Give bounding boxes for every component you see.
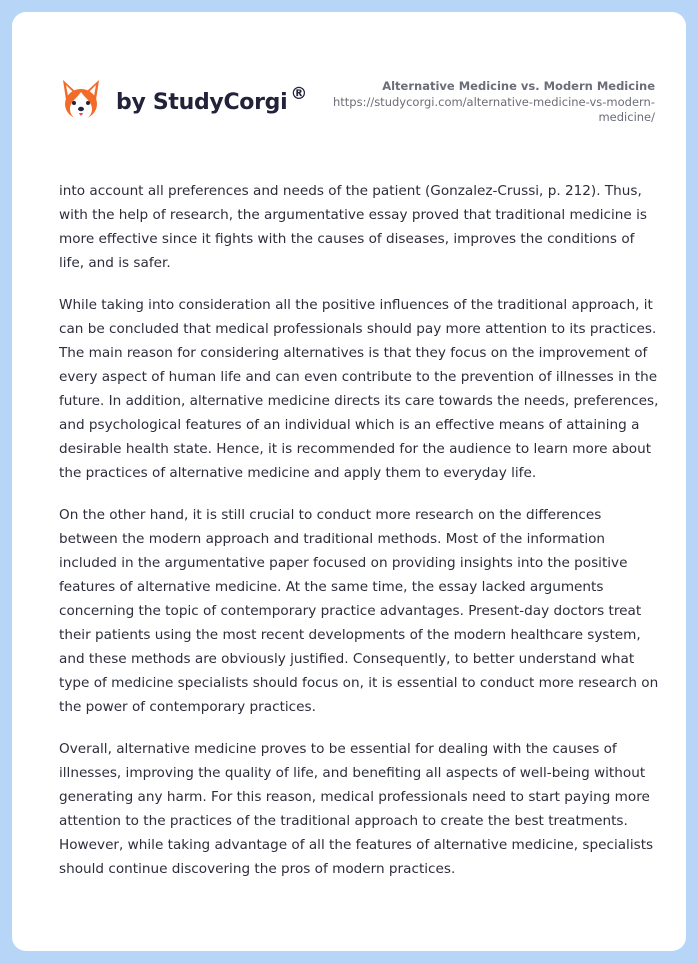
paragraph: into account all preferences and needs of the patient (Gonzalez-Crussi, p. 212). Thus, with the help of research, the argumentative essay proved that traditional medicine is more effective since it fights with the causes of diseases, improves the conditions of life, and is safer. (59, 183, 647, 271)
document-page (12, 12, 686, 951)
paragraph: On the other hand, it is still crucial to conduct more research on the differences between the modern approach and traditional methods. Most of the information included in the argumentative paper focused on providing insights into the positive features of alternative medicine. At the same time, the essay lacked arguments concerning the topic of contemporary practice advantages. Present-day doctors treat their patients using the most recent developments of the modern healthcare system, and these methods are obviously justified. Consequently, to better understand what type of medicine specialists should focus on, it is essential to conduct more research on the power of contemporary practices. (59, 507, 659, 715)
document-url[interactable]: https://studycorgi.com/alternative-medicine-vs-modern-medicine/ (332, 95, 655, 124)
brand-name: by StudyCorgi ® (116, 83, 308, 115)
document-title: Alternative Medicine vs. Modern Medicine (382, 79, 655, 93)
corgi-logo-icon (60, 78, 102, 122)
paragraph: While taking into consideration all the positive influences of the traditional approach, it can be concluded that medical professionals should pay more attention to its practices. The main reason for considering alternatives is that they focus on the improvement of every aspect of human life and can even contribute to the prevention of illnesses in the future. In addition, alternative medicine directs its care towards the needs, preferences, and psychological features of an individual which is an effective means of attaining a desirable health state. Hence, it is recommended for the audience to learn more about the practices of alternative medicine and apply them to everyday life. (59, 297, 659, 481)
document-meta (325, 79, 655, 125)
paragraph: Overall, alternative medicine proves to be essential for dealing with the causes of illnesses, improving the quality of life, and benefiting all aspects of well-being without generating any harm. For this reason, medical professionals need to start paying more attention to the practices of the traditional approach to create the best treatments. However, while taking advantage of all the features of alternative medicine, specialists should continue discovering the pros of modern practices. (59, 741, 654, 877)
document-body (59, 179, 659, 899)
registered-mark: ® (290, 83, 308, 104)
studycorgi-logo[interactable] (60, 78, 307, 122)
